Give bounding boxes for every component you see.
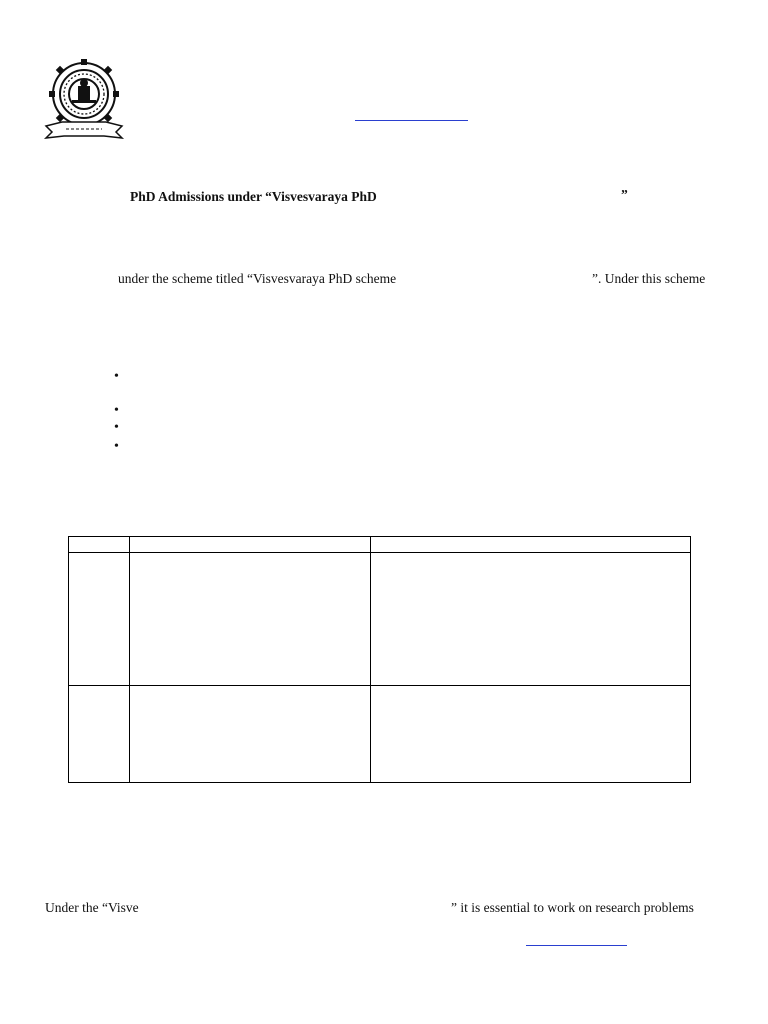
intro-text-left: under the scheme titled “Visvesvaraya PhD scheme — [118, 271, 397, 286]
table-header-cell — [130, 537, 371, 553]
table-cell — [130, 553, 371, 686]
table-cell — [371, 686, 691, 783]
table-row — [69, 686, 691, 783]
table-header-row — [69, 537, 691, 553]
footer-text-right: ” it is essential to work on research problems — [451, 900, 694, 915]
list-item: • — [114, 403, 119, 418]
list-item: • — [114, 439, 119, 454]
header-link-underline[interactable] — [355, 120, 468, 121]
table-header-cell — [371, 537, 691, 553]
footer-link-underline[interactable] — [526, 945, 627, 946]
table-cell — [69, 686, 130, 783]
table-row — [69, 553, 691, 686]
details-table — [68, 536, 691, 783]
list-item: • — [114, 420, 119, 435]
page-title-closing-quote: ” — [621, 187, 628, 202]
table-cell — [69, 553, 130, 686]
intro-text-right: ”. Under this scheme — [592, 271, 706, 286]
page-title — [130, 189, 377, 205]
table-cell — [371, 553, 691, 686]
page-title-part1: PhD Admissions under “Visvesvaraya PhD — [130, 189, 377, 204]
footer-text-left: Under the “Visve — [45, 900, 139, 915]
table-header-cell — [69, 537, 130, 553]
list-item: • — [114, 369, 119, 384]
table-cell — [130, 686, 371, 783]
institute-logo — [42, 58, 126, 142]
institute-seal-icon — [42, 58, 126, 142]
